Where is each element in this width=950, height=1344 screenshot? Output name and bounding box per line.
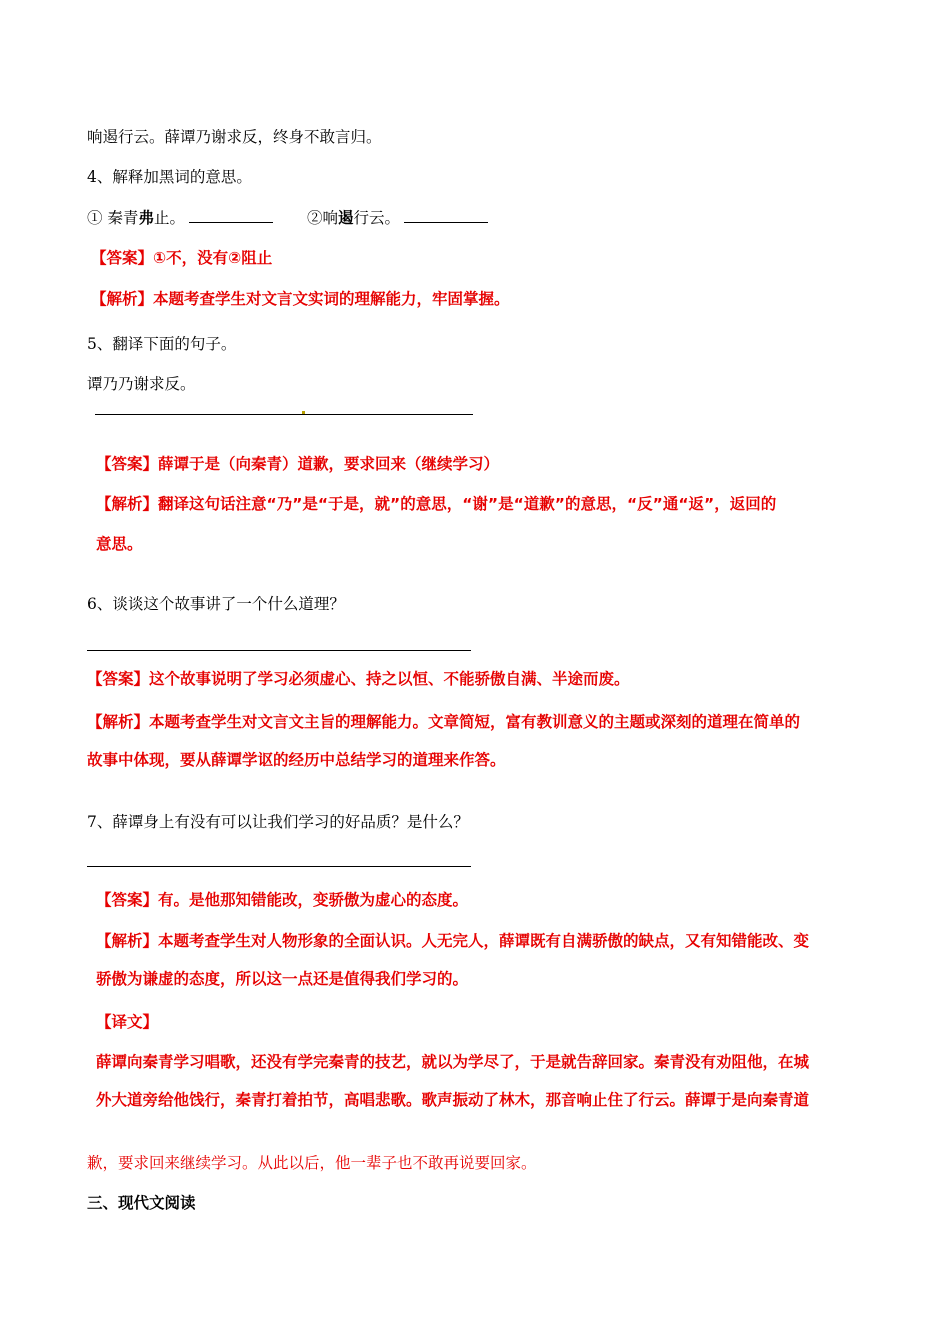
answer-4: 【答案】①不，没有②阻止 <box>91 249 273 267</box>
answer-line-5[interactable] <box>95 414 473 415</box>
answer-line-7[interactable] <box>87 866 471 867</box>
stray-mark <box>302 411 305 414</box>
analysis-4: 【解析】本题考查学生对文言文实词的理解能力，牢固掌握。 <box>91 290 510 308</box>
translation-line-3: 歉，要求回来继续学习。从此以后，他一辈子也不敢再说要回家。 <box>87 1154 537 1172</box>
text-line: 响遏行云。薛谭乃谢求反，终身不敢言归。 <box>87 128 382 146</box>
question-5: 5、翻译下面的句子。 <box>87 335 237 353</box>
translation-line-2: 外大道旁给他饯行，秦青打着拍节，高唱悲歌。歌声振动了林木，那音响止住了行云。薛谭于是向秦青道 <box>96 1091 810 1109</box>
question-6: 6、谈谈这个故事讲了一个什么道理？ <box>87 595 345 613</box>
answer-blank-2[interactable] <box>404 207 488 223</box>
item-2-bold-word: 遏 <box>338 208 354 227</box>
item-1-bold-word: 弗 <box>138 208 154 227</box>
question-4: 4、解释加黑词的意思。 <box>87 168 252 186</box>
translation-line-1: 薛谭向秦青学习唱歌，还没有学完秦青的技艺，就以为学尽了，于是就告辞回家。秦青没有劝阻他，在城 <box>96 1053 810 1071</box>
answer-7: 【答案】有。是他那知错能改，变骄傲为虚心的态度。 <box>96 891 469 909</box>
question-5-sentence: 谭乃乃谢求反。 <box>87 375 196 393</box>
analysis-6-line-1: 【解析】本题考查学生对文言文主旨的理解能力。文章简短，富有教训意义的主题或深刻的道理在简单的 <box>87 713 801 731</box>
answer-6: 【答案】这个故事说明了学习必须虚心、持之以恒、不能骄傲自满、半途而废。 <box>87 670 630 688</box>
analysis-7-line-1: 【解析】本题考查学生对人物形象的全面认识。人无完人，薛谭既有自满骄傲的缺点，又有知错能改、变 <box>96 932 810 950</box>
item-2-suffix: 行云。 <box>353 209 401 227</box>
question-7: 7、薛谭身上有没有可以让我们学习的好品质？是什么？ <box>87 813 469 831</box>
analysis-5-line-2: 意思。 <box>96 535 143 553</box>
analysis-7-line-2: 骄傲为谦虚的态度，所以这一点还是值得我们学习的。 <box>96 970 469 988</box>
answer-5: 【答案】薛谭于是（向秦青）道歉，要求回来（继续学习） <box>96 455 500 473</box>
answer-blank-1[interactable] <box>189 207 273 223</box>
answer-line-6[interactable] <box>87 650 471 651</box>
item-1-suffix: 止。 <box>153 209 185 227</box>
section-heading: 三、现代文阅读 <box>87 1194 196 1212</box>
translation-label: 【译文】 <box>96 1013 159 1031</box>
item-1-prefix: ① 秦青 <box>87 209 139 227</box>
item-2-prefix: ②响 <box>307 209 339 227</box>
analysis-6-line-2: 故事中体现，要从薛谭学讴的经历中总结学习的道理来作答。 <box>87 751 506 769</box>
question-4-item-2 <box>307 207 488 228</box>
question-4-items <box>87 207 273 228</box>
analysis-5-line-1: 【解析】翻译这句话注意“乃”是“于是，就”的意思，“谢”是“道歉”的意思，“反”通“返”，返回的 <box>96 495 777 513</box>
